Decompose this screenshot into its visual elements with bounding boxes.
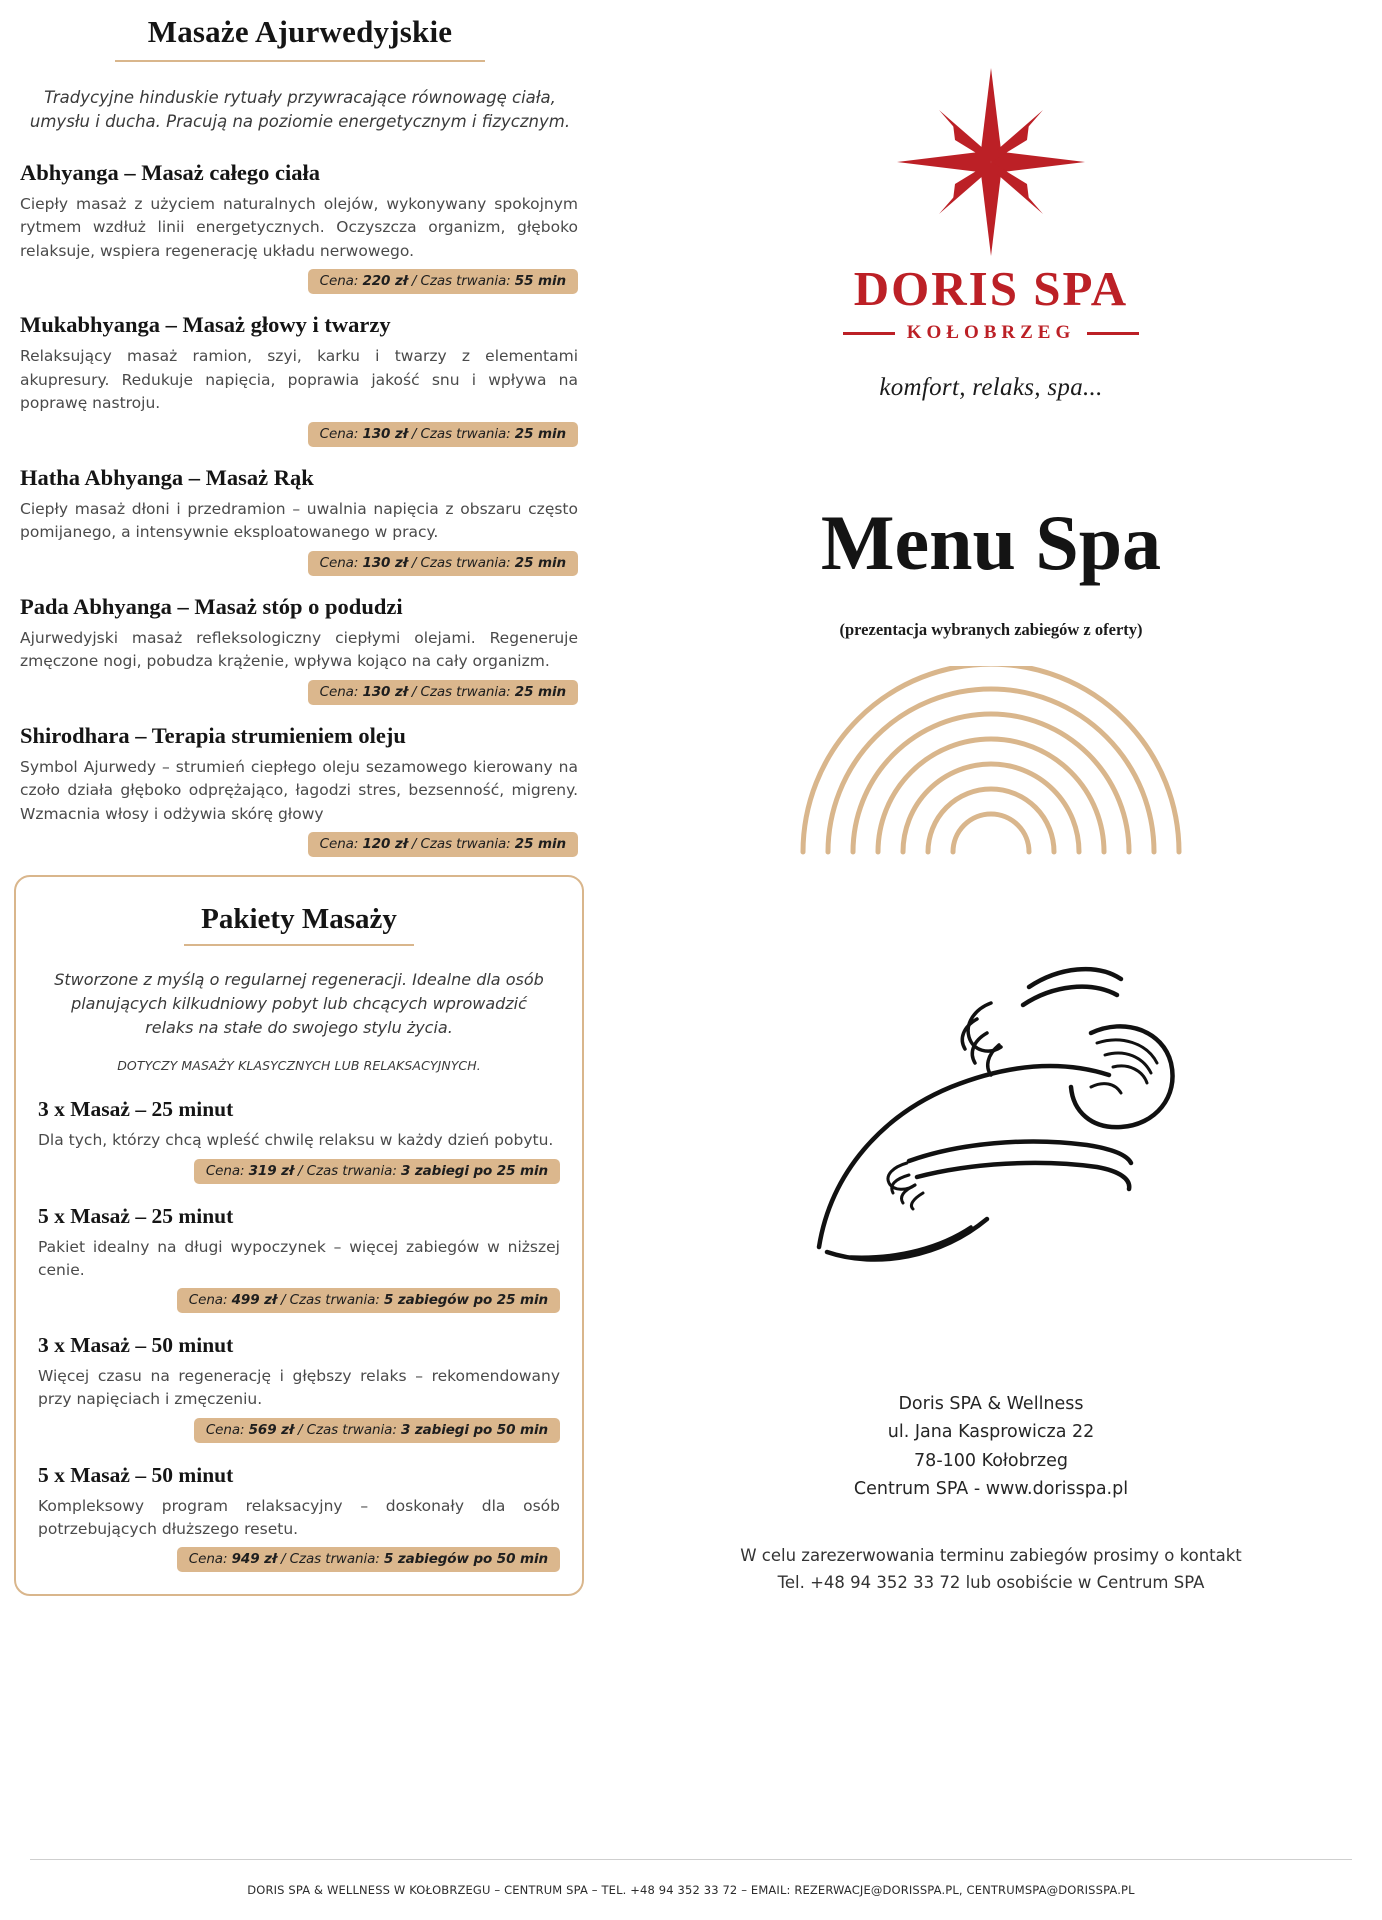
duration-value: 25 min (514, 836, 566, 853)
price-row (20, 269, 578, 294)
concentric-arcs-decoration (791, 666, 1191, 856)
reservation-block (740, 1543, 1242, 1596)
duration-label: / Czas trwania: (407, 554, 515, 571)
price-label: Cena: (319, 273, 363, 290)
treatment-item (20, 465, 578, 576)
duration-value: 5 zabiegów po 50 min (383, 1551, 548, 1568)
brand-logo (843, 62, 1140, 344)
package-item-name: 3 x Masaż – 50 minut (38, 1333, 234, 1358)
package-item (38, 1463, 560, 1573)
treatment-item-description: Ajurwedyjski masaż refleksologiczny ciepłymi olejami. Regeneruje zmęczone nogi, pobudza krążenie, wpływa kojąco na cały organizm. (20, 628, 578, 671)
price-value: 949 zł (231, 1551, 277, 1568)
treatments-list (20, 160, 578, 857)
packages-box (14, 875, 584, 1596)
price-value: 130 zł (362, 683, 408, 700)
price-row (20, 832, 578, 857)
massage-illustration-wrap (791, 947, 1191, 1282)
price-row (20, 551, 578, 576)
price-label: Cena: (319, 683, 363, 700)
package-item-description: Pakiet idealny na długi wypoczynek – więcej zabiegów w niższej cenie. (38, 1237, 560, 1279)
price-row (38, 1547, 560, 1572)
ayurveda-section-header (0, 0, 600, 62)
price-badge (177, 1288, 560, 1313)
duration-label: / Czas trwania: (407, 836, 515, 853)
price-row (20, 422, 578, 447)
contact-block (854, 1390, 1128, 1503)
treatment-item (20, 160, 578, 295)
price-label: Cena: (205, 1162, 249, 1179)
treatment-item-name: Abhyanga – Masaż całego ciała (20, 159, 320, 185)
duration-label: / Czas trwania: (293, 1421, 401, 1438)
package-item-name: 5 x Masaż – 25 minut (38, 1203, 234, 1228)
treatment-item-name: Pada Abhyanga – Masaż stóp o podudzi (20, 593, 403, 619)
price-label: Cena: (188, 1292, 232, 1309)
contact-line: 78-100 Kołobrzeg (914, 1450, 1068, 1471)
package-item-description: Kompleksowy program relaksacyjny – doskonały dla osób potrzebujących dłuższego resetu. (38, 1496, 560, 1538)
package-item (38, 1204, 560, 1314)
packages-intro-text: Stworzone z myślą o regularnej regeneracji. Idealne dla osób planujących kilkudniowy pobyt lub chcących wprowadzić relaks na stałe do swojego stylu życia. (54, 970, 544, 1038)
price-row (38, 1418, 560, 1443)
treatment-item (20, 723, 578, 858)
duration-value: 25 min (514, 554, 566, 571)
price-badge (308, 269, 578, 294)
price-label: Cena: (188, 1551, 232, 1568)
compass-star-icon (891, 62, 1091, 262)
packages-list (38, 1097, 560, 1572)
treatment-item (20, 312, 578, 447)
price-badge (308, 832, 578, 857)
price-value: 220 zł (362, 273, 408, 290)
price-value: 569 zł (248, 1421, 294, 1438)
price-value: 499 zł (231, 1292, 277, 1309)
package-item (38, 1097, 560, 1183)
price-label: Cena: (205, 1421, 249, 1438)
menu-heading: Menu Spa (820, 499, 1162, 586)
duration-value: 25 min (514, 683, 566, 700)
packages-title: Pakiety Masaży (201, 903, 397, 936)
price-badge (177, 1547, 560, 1572)
contact-line: Doris SPA & Wellness (898, 1394, 1084, 1414)
duration-label: / Czas trwania: (276, 1551, 384, 1568)
price-value: 130 zł (362, 425, 408, 442)
duration-value: 3 zabiegi po 25 min (400, 1162, 548, 1179)
price-badge (308, 551, 578, 576)
price-badge (194, 1159, 560, 1184)
ayurveda-intro-text: Tradycyjne hinduskie rytuały przywracające równowagę ciała, umysłu i ducha. Pracują na poziomie energetycznym i fizycznym. (29, 88, 571, 131)
brand-tagline: komfort, relaks, spa... (879, 374, 1103, 401)
price-row (20, 680, 578, 705)
duration-label: / Czas trwania: (407, 425, 515, 442)
brand-dash-left (843, 332, 895, 335)
price-badge (308, 680, 578, 705)
left-column (0, 0, 600, 1859)
package-item-name: 5 x Masaż – 50 minut (38, 1462, 234, 1487)
brand-dash-right (1087, 332, 1139, 335)
reservation-line: Tel. +48 94 352 33 72 lub osobiście w Centrum SPA (777, 1573, 1205, 1593)
treatment-item-description: Ciepły masaż z użyciem naturalnych olejów, wykonywany spokojnym rytmem wzdłuż linii energetycznych. Oczyszcza organizm, głęboko relaksuje, wspiera regenerację układu nerwowego. (20, 194, 578, 260)
brand-name: DORIS SPA (853, 261, 1129, 316)
duration-label: / Czas trwania: (407, 273, 515, 290)
treatment-item (20, 594, 578, 705)
price-label: Cena: (319, 554, 363, 571)
massage-illustration (791, 947, 1191, 1277)
duration-value: 25 min (514, 425, 566, 442)
package-item-name: 3 x Masaż – 25 minut (38, 1097, 234, 1122)
package-item-description: Więcej czasu na regenerację i głębszy relaks – rekomendowany przy napięciach i zmęczeniu. (38, 1367, 560, 1409)
reservation-line: W celu zarezerwowania terminu zabiegów prosimy o kontakt (740, 1546, 1242, 1566)
packages-note: DOTYCZY MASAŻY KLASYCZNYCH LUB RELAKSACYJNYCH. (117, 1058, 481, 1074)
price-value: 130 zł (362, 554, 408, 571)
treatment-item-description: Relaksujący masaż ramion, szyi, karku i twarzy z elementami akupresury. Redukuje napięcia, poprawia jakość snu i wpływa na poprawę nastroju. (20, 347, 578, 413)
treatment-item-name: Mukabhyanga – Masaż głowy i twarzy (20, 312, 391, 338)
brand-subtitle-row (843, 322, 1140, 344)
treatment-item-description: Symbol Ajurwedy – strumień ciepłego oleju sezamowego kierowany na czoło działa głęboko odprężająco, łagodzi stres, bezsenność, migreny. Wzmacnia włosy i odżywia skórę głowy (20, 757, 578, 823)
treatment-item-description: Ciepły masaż dłoni i przedramion – uwalnia napięcia z obszaru często pomijanego, a intensywnie eksploatowanego w pracy. (20, 499, 578, 542)
price-row (38, 1159, 560, 1184)
package-item-description: Dla tych, którzy chcą wpleść chwilę relaksu w każdy dzień pobytu. (38, 1131, 554, 1150)
duration-value: 3 zabiegi po 50 min (400, 1421, 548, 1438)
price-badge (194, 1418, 560, 1443)
contact-line: Centrum SPA - www.dorisspa.pl (853, 1479, 1129, 1500)
price-row (38, 1288, 560, 1313)
duration-value: 55 min (514, 273, 566, 290)
page-title: Masaże Ajurwedyjskie (147, 14, 453, 49)
duration-label: / Czas trwania: (407, 683, 515, 700)
treatment-item-name: Hatha Abhyanga – Masaż Rąk (20, 464, 314, 490)
price-label: Cena: (319, 425, 363, 442)
packages-title-divider (184, 944, 414, 946)
menu-subheading: (prezentacja wybranych zabiegów z oferty) (839, 620, 1143, 639)
contact-line: ul. Jana Kasprowicza 22 (887, 1422, 1095, 1443)
duration-label: / Czas trwania: (276, 1292, 384, 1309)
price-label: Cena: (319, 836, 363, 853)
duration-value: 5 zabiegów po 25 min (383, 1292, 548, 1309)
title-divider (115, 60, 485, 62)
price-badge (308, 422, 578, 447)
arcs-decoration-wrap (791, 666, 1191, 861)
price-value: 120 zł (362, 836, 408, 853)
price-value: 319 zł (248, 1162, 294, 1179)
treatment-item-name: Shirodhara – Terapia strumieniem oleju (20, 722, 406, 748)
right-column (600, 0, 1382, 1859)
page-footer (30, 1859, 1352, 1920)
footer-contact-text: DORIS SPA & WELLNESS W KOŁOBRZEGU – CENTRUM SPA – TEL. +48 94 352 33 72 – EMAIL: REZERWACJE@DORISSPA.PL, CENTRUMSPA@DORISSPA.PL (247, 1883, 1135, 1897)
package-item (38, 1333, 560, 1443)
brand-city: KOŁOBRZEG (906, 322, 1076, 343)
duration-label: / Czas trwania: (293, 1162, 401, 1179)
